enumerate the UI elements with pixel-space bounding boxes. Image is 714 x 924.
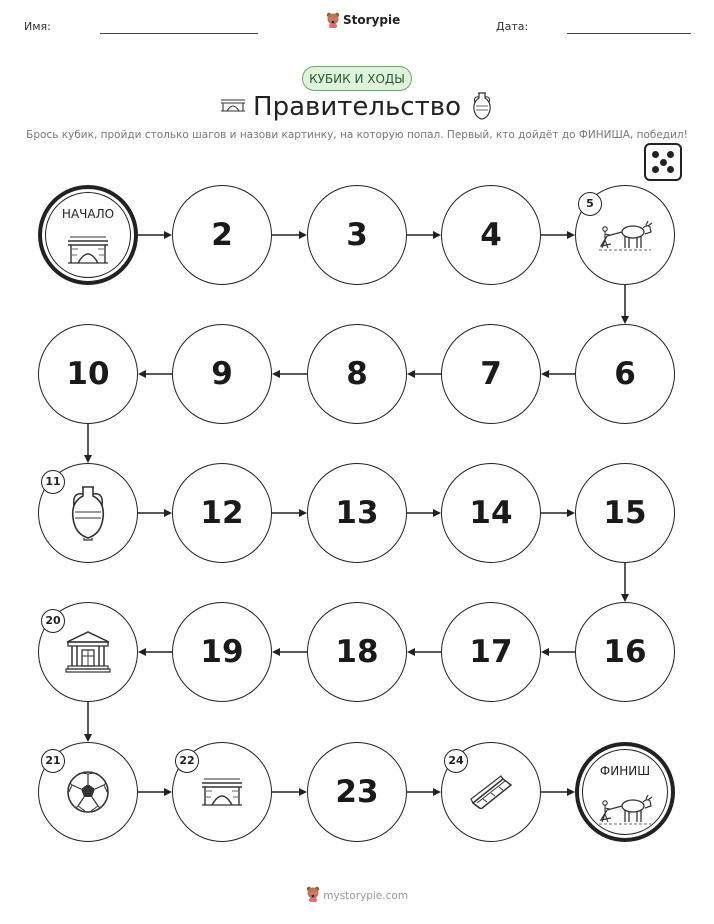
arrow-head: [272, 370, 280, 378]
arrow-head: [164, 788, 172, 796]
arrow-head: [541, 370, 549, 378]
board-space: [441, 463, 541, 563]
space-number-badge: 24: [444, 749, 468, 773]
board-space: [441, 185, 541, 285]
arrow-head: [433, 509, 441, 517]
page-title: Правительство: [253, 92, 461, 122]
board-space: [575, 463, 675, 563]
space-number: 13: [335, 495, 379, 531]
board-space: [172, 324, 272, 424]
finish-space: [575, 742, 675, 842]
game-type-tag: КУБИК И ХОДЫ: [302, 66, 412, 91]
board-space: [172, 602, 272, 702]
arrow-head: [407, 370, 415, 378]
brand-name: Storypie: [343, 13, 401, 27]
arrow-head: [299, 231, 307, 239]
date-label: Дата:: [496, 20, 529, 33]
start-space: [38, 185, 138, 285]
aqueduct-icon: [469, 775, 513, 813]
board-space: [441, 602, 541, 702]
board-space: [307, 185, 407, 285]
space-number-badge: 11: [41, 470, 65, 494]
space-number-badge: 5: [578, 192, 602, 216]
space-number-badge: 21: [41, 749, 65, 773]
space-number: 2: [211, 217, 233, 253]
board-space: [575, 324, 675, 424]
board-space: [307, 324, 407, 424]
space-number: 12: [200, 495, 244, 531]
space-number-badge: 22: [175, 749, 199, 773]
space-number: 10: [66, 356, 110, 392]
board-space: [172, 463, 272, 563]
board-space: [575, 602, 675, 702]
board-space: [441, 324, 541, 424]
space-number: 8: [346, 356, 368, 392]
arrow-head: [567, 509, 575, 517]
arrow-head: [84, 734, 92, 742]
board-space: [307, 463, 407, 563]
space-number: 19: [200, 634, 244, 670]
footer: [0, 886, 714, 902]
board-space: [307, 602, 407, 702]
temple-icon: [65, 630, 111, 678]
arrow-head: [299, 509, 307, 517]
amphora-icon: [66, 484, 110, 546]
space-number: 18: [335, 634, 379, 670]
space-number: 15: [603, 495, 647, 531]
arrow-head: [164, 509, 172, 517]
arrow-head: [299, 788, 307, 796]
footer-url: mystorypie.com: [323, 890, 409, 902]
arrow-head: [84, 455, 92, 463]
space-number-badge: 20: [41, 609, 65, 633]
arrow-head: [407, 648, 415, 656]
board-space: [307, 742, 407, 842]
arrow-head: [621, 594, 629, 602]
bridge-icon: [66, 235, 110, 269]
space-number: 4: [480, 217, 502, 253]
bridge-icon: [200, 777, 244, 811]
plow-oxen-icon: [597, 792, 653, 830]
plow-oxen-icon: [597, 218, 653, 256]
arrow-head: [541, 648, 549, 656]
start-label: НАЧАЛО: [61, 207, 115, 221]
space-number: 14: [469, 495, 513, 531]
instructions: Брось кубик, пройди столько шагов и назови картинку, на которую попал. Первый, кто дойдёт до ФИНИША, победил!: [26, 129, 688, 141]
space-number: 23: [335, 774, 379, 810]
space-number: 6: [614, 356, 636, 392]
name-label: Имя:: [24, 20, 51, 33]
space-number: 3: [346, 217, 368, 253]
arrow-head: [433, 231, 441, 239]
space-number: 16: [603, 634, 647, 670]
space-number: 17: [469, 634, 513, 670]
arrow-head: [567, 788, 575, 796]
arrow-head: [272, 648, 280, 656]
arrow-head: [567, 231, 575, 239]
soccer-ball-icon: [66, 770, 110, 818]
arrow-head: [621, 316, 629, 324]
finish-label: ФИНИШ: [599, 764, 651, 778]
board-space: [172, 185, 272, 285]
board-space: [38, 324, 138, 424]
bear-icon: [306, 886, 320, 902]
arrow-head: [433, 788, 441, 796]
space-number: 7: [480, 356, 502, 392]
arrow-head: [138, 648, 146, 656]
arrow-head: [138, 370, 146, 378]
arrow-head: [164, 231, 172, 239]
space-number: 9: [211, 356, 233, 392]
